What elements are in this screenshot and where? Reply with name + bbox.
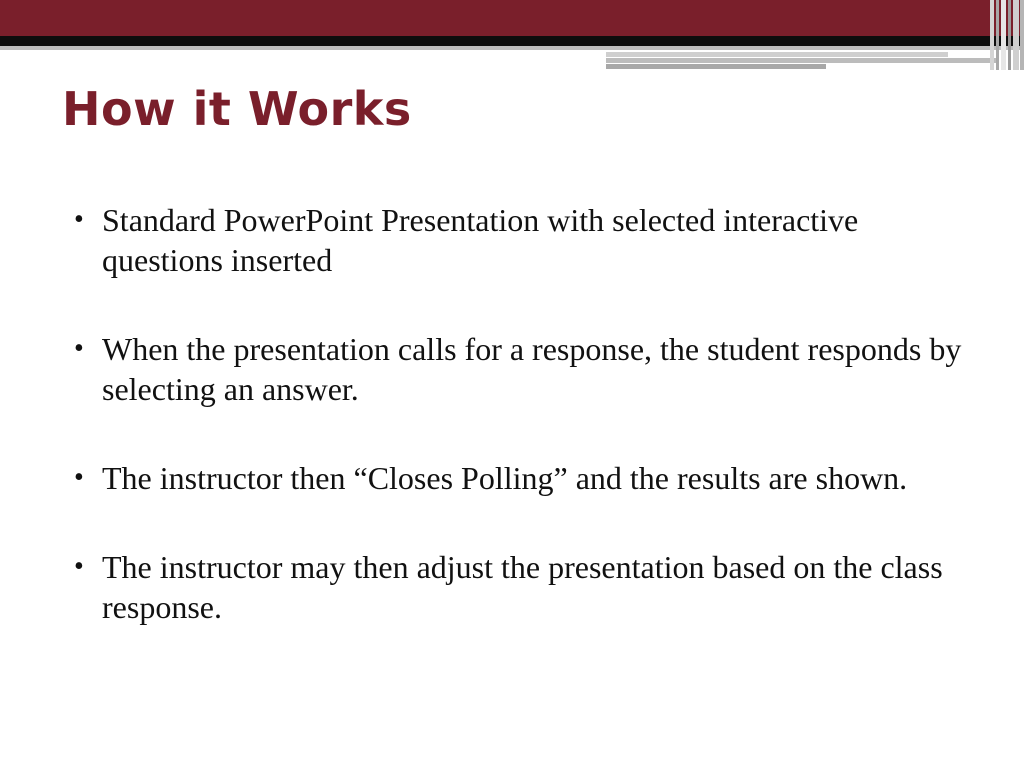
slide-title: How it Works [62,82,412,136]
bullet-item [72,329,972,409]
bullet-list [72,200,972,676]
bullet-dot-icon: • [74,462,84,493]
bullet-text: Standard PowerPoint Presentation with selected interactive questions inserted [102,202,859,278]
header-vertical-stripe [1013,0,1019,70]
header-accent-line-2 [606,58,996,63]
bullet-dot-icon: • [74,333,84,364]
header-vertical-stripe [996,0,999,70]
header-accent-line-1 [606,52,948,57]
bullet-text: The instructor then “Closes Polling” and the results are shown. [102,460,908,496]
header-vertical-stripe [1020,0,1024,70]
bullet-item [72,458,972,498]
header-vertical-stripe [1008,0,1011,70]
header-band-black [0,36,1024,46]
header-band-maroon [0,0,1024,36]
header-vertical-stripe [990,0,994,70]
bullet-item [72,200,972,280]
header-accent-line-3 [606,64,826,69]
header-band-gray [0,46,1024,50]
header-vertical-stripe [1001,0,1006,70]
bullet-dot-icon: • [74,204,84,235]
bullet-text: The instructor may then adjust the presentation based on the class response. [102,549,943,625]
bullet-item [72,547,972,627]
bullet-text: When the presentation calls for a response, the student responds by selecting an answer. [102,331,962,407]
bullet-dot-icon: • [74,551,84,582]
